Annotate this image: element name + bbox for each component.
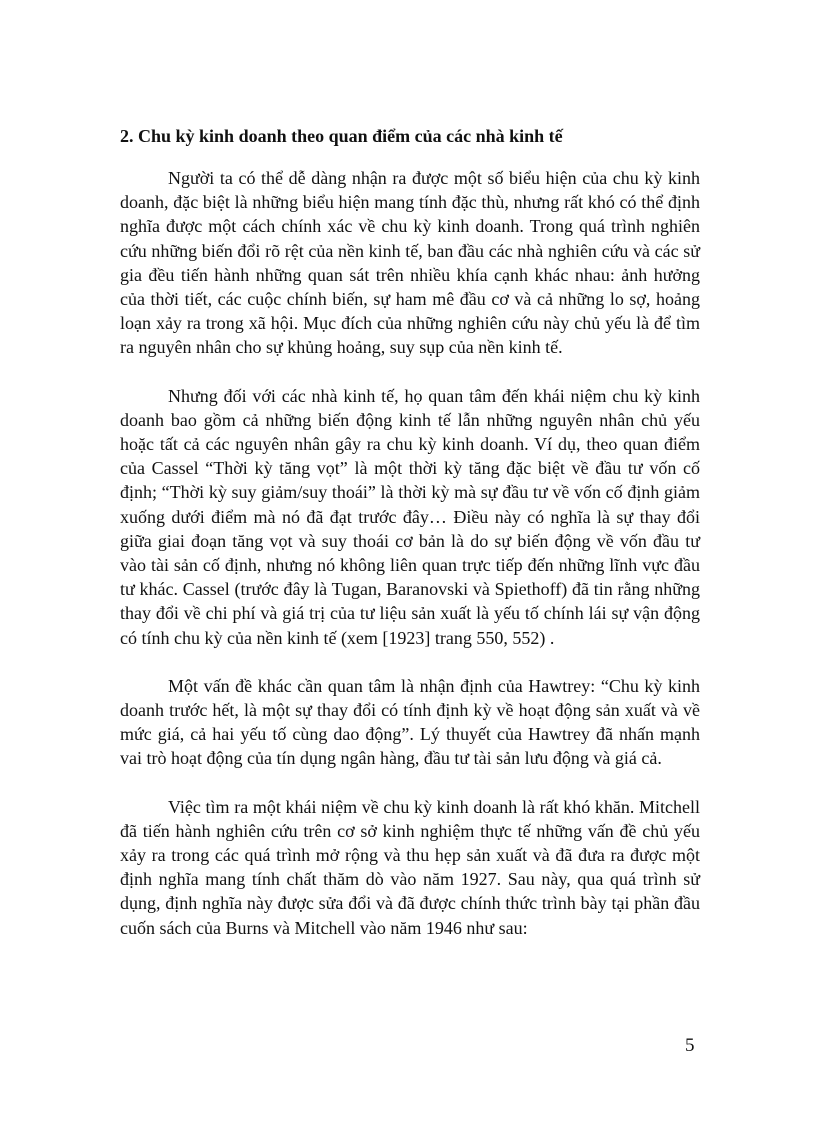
paragraph-4: Việc tìm ra một khái niệm về chu kỳ kinh doanh là rất khó khăn. Mitchell đã tiến hành nghiên cứu trên cơ sở kinh nghiệm thực tế những vấn đề chủ yếu xảy ra trong các quá trình mở rộng và thu hẹp sản xuất và đã đưa ra được một định nghĩa mang tính chất thăm dò vào năm 1927. Sau này, qua quá trình sử dụng, định nghĩa này được sửa đổi và đã được chính thức trình bày tại phần đầu cuốn sách của Burns và Mitchell vào năm 1946 như sau: — [120, 796, 700, 938]
page-number: 5 — [685, 1035, 695, 1056]
paragraph-1: Người ta có thể dễ dàng nhận ra được một số biểu hiện của chu kỳ kinh doanh, đặc biệt là những biểu hiện mang tính đặc thù, nhưng rất khó có thể định nghĩa được một cách chính xác về chu kỳ kinh doanh. Trong quá trình nghiên cứu những biến đổi rõ rệt của nền kinh tế, ban đầu các nhà nghiên cứu và các sử gia đều tiến hành những quan sát trên nhiều khía cạnh khác nhau: ảnh hưởng của thời tiết, các cuộc chính biến, sự ham mê đầu cơ và cả những lo sợ, hoảng loạn xảy ra trong xã hội. Mục đích của những nghiên cứu này chủ yếu là để tìm ra nguyên nhân cho sự khủng hoảng, suy sụp của nền kinh tế. — [120, 168, 700, 358]
paragraph-2: Nhưng đối với các nhà kinh tế, họ quan tâm đến khái niệm chu kỳ kinh doanh bao gồm cả những biến động kinh tế lẫn những nguyên nhân chủ yếu hoặc tất cả các nguyên nhân gây ra chu kỳ kinh doanh. Ví dụ, theo quan điểm của Cassel “Thời kỳ tăng vọt” là một thời kỳ tăng đặc biệt về đầu tư vốn cố định; “Thời kỳ suy giảm/suy thoái” là thời kỳ mà sự đầu tư về vốn cố định giảm xuống dưới điểm mà nó đã đạt trước đây… Điều này có nghĩa là sự thay đổi giữa giai đoạn tăng vọt và suy thoái cơ bản là do sự biến động về vốn đầu tư vào tài sản cố định, nhưng nó không liên quan trực tiếp đến những lĩnh vực đầu tư khác. Cassel (trước đây là Tugan, Baranovski và Spiethoff) đã tin rằng những thay đổi về chi phí và giá trị của tư liệu sản xuất là yếu tố chính lái sự vận động có tính chu kỳ của nền kinh tế (xem [1923] trang 550, 552) . — [120, 385, 700, 648]
paragraph-3: Một vấn đề khác cần quan tâm là nhận định của Hawtrey: “Chu kỳ kinh doanh trước hết, là một sự thay đổi có tính định kỳ về hoạt động sản xuất và về mức giá, cả hai yếu tố cùng dao động”. Lý thuyết của Hawtrey đã nhấn mạnh vai trò hoạt động của tín dụng ngân hàng, đầu tư tài sản lưu động và giá cả. — [120, 675, 700, 769]
body-text — [120, 166, 700, 964]
section-heading: 2. Chu kỳ kinh doanh theo quan điểm của các nhà kinh tế — [120, 126, 563, 146]
